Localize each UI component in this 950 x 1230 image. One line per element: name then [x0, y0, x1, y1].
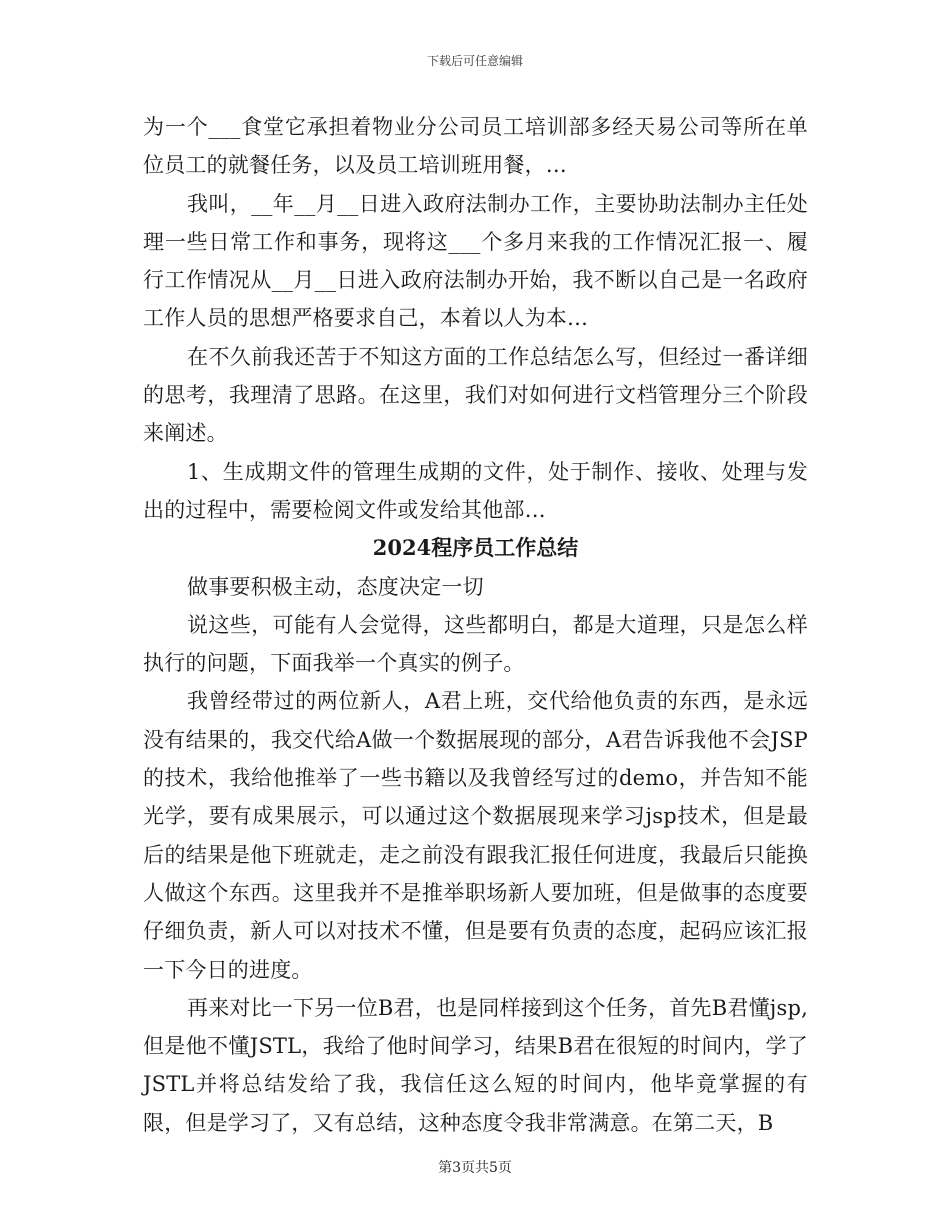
paragraph-file-lifecycle: 1、生成期文件的管理生成期的文件，处于制作、接收、处理与发出的过程中，需要检阅文件或发给其他部… — [143, 459, 808, 522]
page-header: 下载后可任意编辑 — [426, 54, 523, 68]
page-number: 第3页共5页 — [438, 1160, 512, 1176]
paragraph-example-intro: 说这些，可能有人会觉得，这些都明白，都是大道理，只是怎么样执行的问题，下面我举一个真实的例子。 — [143, 612, 808, 676]
document-body — [143, 108, 808, 1142]
paragraph-canteen: 为一个___食堂它承担着物业分公司员工培训部多经天易公司等所在单位员工的就餐任务，以及员工培训班用餐，… — [143, 115, 808, 178]
paragraph-proactive: 做事要积极主动，态度决定一切 — [187, 574, 484, 599]
paragraph-legal-office: 我叫，__年__月__日进入政府法制办工作，主要协助法制办主任处理一些日常工作和事务，现将这___个多月来我的工作情况汇报一、履行工作情况从__月__日进入政府法制办开始，我不断以自己是一名政府工作人员的思想严格要求自己，本着以人为本… — [143, 191, 808, 331]
paragraph-document-management: 在不久前我还苦于不知这方面的工作总结怎么写，但经过一番详细的思考，我理清了思路。在这里，我们对如何进行文档管理分三个阶段来阐述。 — [143, 344, 808, 446]
section-title: 2024程序员工作总结 — [372, 535, 579, 561]
paragraph-person-a: 我曾经带过的两位新人，A君上班，交代给他负责的东西，是永远没有结果的，我交代给A做一个数据展现的部分，A君告诉我他不会JSP的技术，我给他推举了一些书籍以及我曾经写过的demo，并告知不能光学，要有成果展示，可以通过这个数据展现来学习jsp技术，但是最后的结果是他下班就走，走之前没有跟我汇报任何进度，我最后只能换人做这个东西。这里我并不是推举职场新人要加班，但是做事的态度要仔细负责，新人可以对技术不懂，但是要有负责的态度，起码应该汇报一下今日的进度。 — [143, 689, 808, 982]
paragraph-person-b: 再来对比一下另一位B君，也是同样接到这个任务，首先B君懂jsp,但是他不懂JSTL，我给了他时间学习，结果B君在很短的时间内，学了JSTL并将总结发给了我，我信任这么短的时间内，他毕竟掌握的有限，但是学习了，又有总结，这种态度令我非常满意。在第二天，B — [143, 995, 808, 1135]
